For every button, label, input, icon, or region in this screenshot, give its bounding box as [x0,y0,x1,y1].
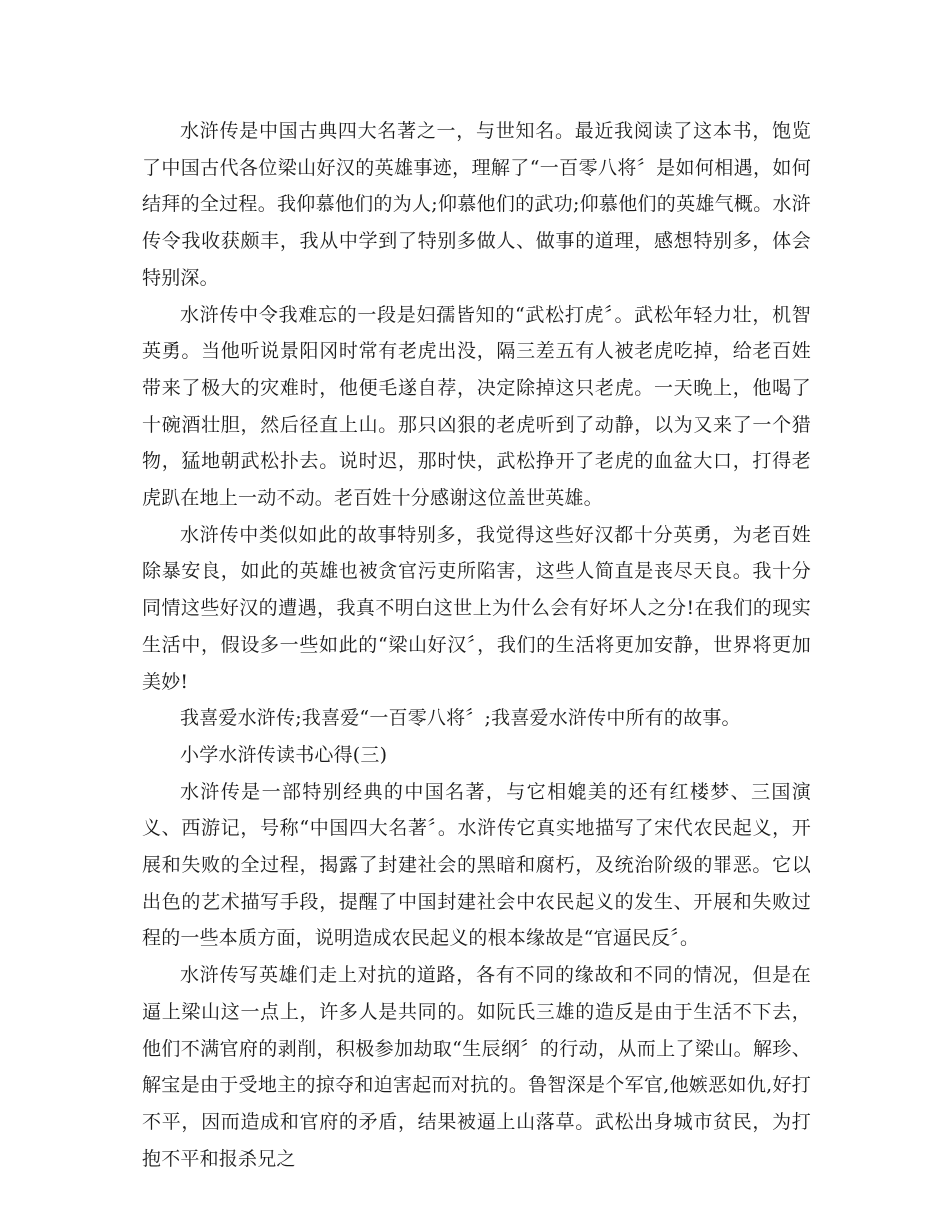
section-heading-reading-notes-3: 小学水浒传读书心得(三) [180,743,388,766]
paragraph-i-love-water-margin: 我喜爱水浒传;我喜爱“一百零八将〞;我喜爱水浒传中所有的故事。 [180,707,741,730]
paragraph-heroes-reflection: 水浒传中类似如此的故事特别多，我觉得这些好汉都十分英勇，为老百姓除暴安良，如此的英雄也被贪官污吏所陷害，这些人简直是丧尽天良。我十分同情这些好汉的遭遇，我真不明白这世上为什么会有好坏人之分!在我们的现实生活中，假设多一些如此的“梁山好汉〞，我们的生活将更加安静，世界将更加美妙! [142,523,811,693]
paragraph-wu-song-tiger: 水浒传中令我难忘的一段是妇孺皆知的“武松打虎〞。武松年轻力壮，机智英勇。当他听说景阳冈时常有老虎出没，隔三差五有人被老虎吃掉，给老百姓带来了极大的灾难时，他便毛遂自荐，决定除掉这只老虎。一天晚上，他喝了十碗酒壮胆，然后径直上山。那只凶狠的老虎听到了动静，以为又来了一个猎物，猛地朝武松扑去。说时迟，那时快，武松挣开了老虎的血盆大口，打得老虎趴在地上一动不动。老百姓十分感谢这位盖世英雄。 [142,303,811,510]
paragraph-water-margin-intro: 水浒传是中国古典四大名著之一，与世知名。最近我阅读了这本书，饱览了中国古代各位梁山好汉的英雄事迹，理解了“一百零八将〞是如何相遇，如何结拜的全过程。我仰慕他们的为人;仰慕他们的武功;仰慕他们的英雄气概。水浒传令我收获颇丰，我从中学到了特别多做人、做事的道理，感想特别多，体会特别深。 [142,120,811,289]
paragraph-classic-novel: 水浒传是一部特别经典的中国名著，与它相媲美的还有红楼梦、三国演义、西游记，号称“中国四大名著〞。水浒传它真实地描写了宋代农民起义，开展和失败的全过程，揭露了封建社会的黑暗和腐朽，及统治阶级的罪恶。它以出色的艺术描写手段，提醒了中国封建社会中农民起义的发生、开展和失败过程的一些本质方面，说明造成农民起义的根本缘故是“官逼民反〞。 [142,780,811,950]
paragraph-forced-to-liangshan: 水浒传写英雄们走上对抗的道路，各有不同的缘故和不同的情况，但是在逼上梁山这一点上，许多人是共同的。如阮氏三雄的造反是由于生活不下去，他们不满官府的剥削，积极参加劫取“生辰纲〞的行动，从而上了梁山。解珍、解宝是由于受地主的掠夺和迫害起而对抗的。鲁智深是个军官,他嫉恶如仇,好打不平，因而造成和官府的矛盾，结果被逼上山落草。武松出身城市贫民，为打抱不平和报杀兄之 [142,964,811,1170]
document-page [142,113,811,1177]
